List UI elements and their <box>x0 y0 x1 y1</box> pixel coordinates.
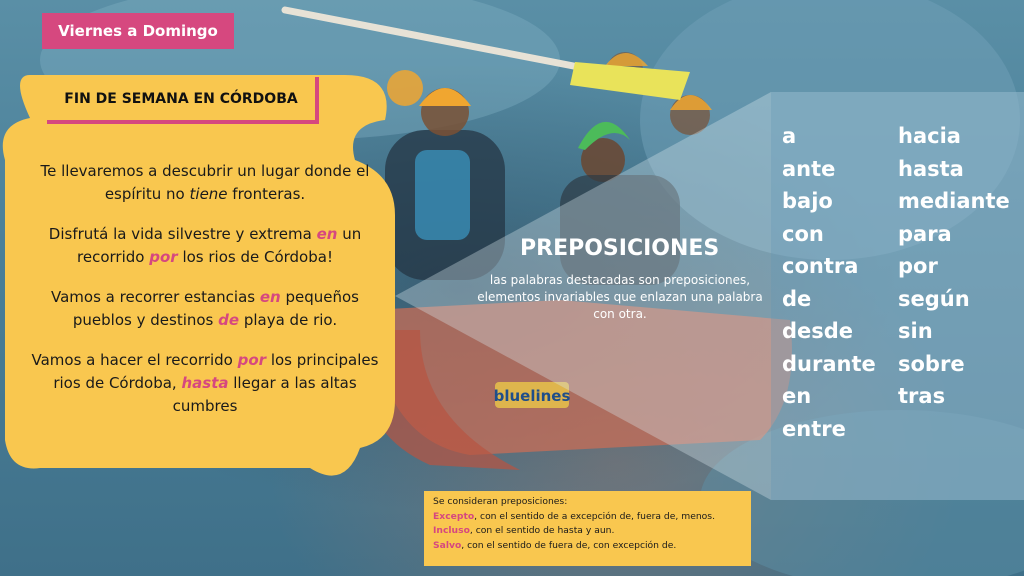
preposition-item: desde <box>782 319 854 343</box>
note-keyword: Excepto <box>433 510 475 522</box>
prepositions-description: las palabras destacadas son preposiciones, elementos invariables que enlazan una palabra con otra. <box>477 273 763 321</box>
highlighted-preposition: por <box>237 351 267 369</box>
highlighted-preposition: en <box>316 225 338 243</box>
highlighted-preposition: hasta <box>181 374 229 392</box>
text-run: los principales rios de Córdoba, <box>53 351 379 392</box>
raft-brand-label: bluelines <box>493 387 571 405</box>
paragraph-1 <box>22 160 388 206</box>
note-keyword: Incluso <box>433 525 470 536</box>
highlighted-preposition: de <box>218 311 240 329</box>
note-text: , con el sentido de hasta y aun. <box>469 525 615 536</box>
text-run: Vamos a recorrer estancias <box>51 288 260 306</box>
preposition-item: mediante <box>898 189 1010 213</box>
prepositions-note <box>424 491 751 566</box>
page-title: FIN DE SEMANA EN CÓRDOBA <box>47 77 319 124</box>
prepositions-column-2 <box>898 120 1010 413</box>
text-run: Disfrutá la vida silvestre y extrema <box>48 225 317 243</box>
preposition-item: para <box>898 221 952 246</box>
preposition-item: entre <box>782 416 846 441</box>
text-run: llegar a las altas cumbres <box>172 374 357 415</box>
preposition-item: a <box>782 124 797 148</box>
preposition-item: sin <box>898 319 933 343</box>
paragraph-3 <box>22 286 388 332</box>
note-intro: Se consideran preposiciones: <box>433 496 568 507</box>
paragraph-4 <box>22 349 388 418</box>
preposition-item: hasta <box>898 156 964 181</box>
preposition-item: según <box>898 286 970 311</box>
preposition-item: durante <box>782 351 876 376</box>
paragraph-2 <box>22 223 388 269</box>
prepositions-heading: PREPOSICIONES <box>520 236 720 261</box>
text-run: Te llevaremos a descubrir un lugar donde el espíritu no <box>40 162 370 203</box>
text-run: playa de rio. <box>239 311 338 329</box>
preposition-item: hacia <box>898 124 961 148</box>
prepositions-column-1 <box>782 120 876 445</box>
preposition-item: en <box>782 384 812 408</box>
text-run: pequeños pueblos y destinos <box>72 288 359 329</box>
preposition-item: por <box>898 254 938 278</box>
preposition-item: tras <box>898 384 946 408</box>
text-run: fronteras. <box>227 185 306 203</box>
days-tag: Viernes a Domingo <box>42 13 234 49</box>
preposition-item: bajo <box>782 189 833 213</box>
highlighted-preposition: por <box>149 248 178 266</box>
text-run: los rios de Córdoba! <box>177 248 333 266</box>
text-run-italic: tiene <box>189 185 228 203</box>
text-run: Vamos a hacer el recorrido <box>31 351 238 369</box>
preposition-item: con <box>782 221 824 246</box>
note-keyword: Salvo <box>433 539 462 551</box>
preposition-item: ante <box>782 156 836 181</box>
note-item <box>433 539 742 554</box>
preposition-item: sobre <box>898 351 965 376</box>
preposition-item: de <box>782 286 812 311</box>
note-item <box>433 510 742 525</box>
text-run: un recorrido <box>77 225 362 266</box>
body-text <box>22 160 388 435</box>
note-item <box>433 524 742 539</box>
preposition-item: contra <box>782 254 859 278</box>
highlighted-preposition: en <box>259 288 281 306</box>
note-text: , con el sentido de a excepción de, fuera de, menos. <box>474 510 716 522</box>
note-text: , con el sentido de fuera de, con excepción de. <box>461 539 677 551</box>
